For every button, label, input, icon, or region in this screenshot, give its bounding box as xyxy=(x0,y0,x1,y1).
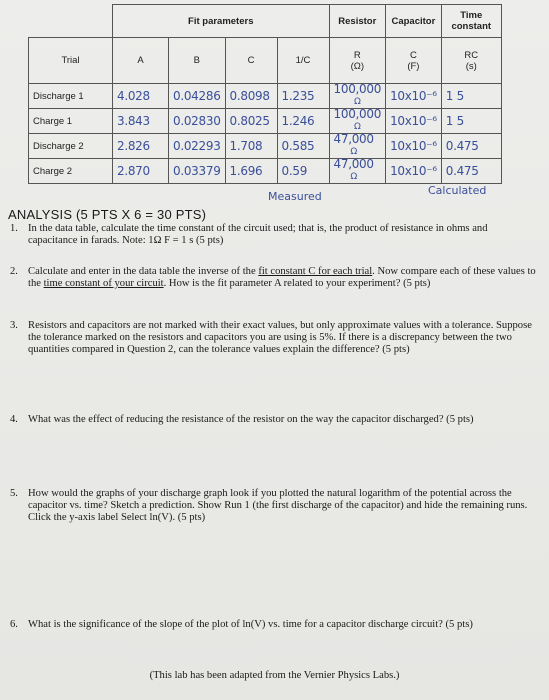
row-trial-label: Charge 2 xyxy=(29,159,113,184)
cell-c: 0.8025 xyxy=(225,109,277,134)
cell-c: 1.708 xyxy=(225,134,277,159)
col-rc xyxy=(441,38,501,84)
question-number: 3. xyxy=(10,320,18,331)
question-text: In the data table, calculate the time constant of the circuit used; that is, the product of resistance in ohms and capacitance in farads. Note: 1Ω F = 1 s (5 pts) xyxy=(28,223,488,246)
annotation-measured: Measured xyxy=(268,190,322,203)
question-4 xyxy=(10,414,539,426)
question-number: 2. xyxy=(10,266,18,277)
question-text: How would the graphs of your discharge graph look if you plotted the natural logarithm of the potential across the capacitor vs. time? Sketch a prediction. Show Run 1 (the first discharge of the capacitor) and hide the remaining runs. Click the y-axis label Select ln(V). (5 pts) xyxy=(28,488,528,523)
question-text-part: . How is the fit parameter A related to your experiment? (5 pts) xyxy=(163,278,431,289)
row-trial-label: Discharge 1 xyxy=(29,84,113,109)
table-corner xyxy=(29,5,113,38)
cell-c: 1.696 xyxy=(225,159,277,184)
header-time-constant-label: Time constant xyxy=(451,10,492,32)
header-fit-parameters: Fit parameters xyxy=(113,5,330,38)
question-1 xyxy=(10,223,539,247)
row-trial-label: Discharge 2 xyxy=(29,134,113,159)
cell-a: 2.826 xyxy=(113,134,169,159)
question-text-underlined: fit constant C for each trial xyxy=(258,266,373,277)
col-cap-symbol: C xyxy=(409,49,417,61)
col-cap-unit: (F) xyxy=(407,60,420,72)
table-row xyxy=(29,159,502,184)
cell-r xyxy=(329,159,386,184)
cell-r-value: 47,000 xyxy=(333,157,374,171)
cell-inverse-c: 1.246 xyxy=(277,109,329,134)
cell-a: 4.028 xyxy=(113,84,169,109)
question-text: What was the effect of reducing the resistance of the resistor on the way the capacitor discharged? (5 pts) xyxy=(28,414,474,425)
question-number: 1. xyxy=(10,223,18,234)
cell-rc: 1 5 xyxy=(441,84,501,109)
col-b: B xyxy=(169,38,226,84)
col-cap xyxy=(386,38,442,84)
cell-c: 0.8098 xyxy=(225,84,277,109)
cell-r xyxy=(329,84,386,109)
cell-cap: 10x10⁻⁶ xyxy=(386,159,442,184)
data-table xyxy=(28,4,502,184)
analysis-title: ANALYSIS (5 PTS X 6 = 30 PTS) xyxy=(8,207,207,222)
question-text: Resistors and capacitors are not marked with their exact values, but only approximate values with a tolerance. Suppose the tolerance marked on the resistors and capacitors you are using is 5%. If there is a discrepancy between the two quantities compared in Question 2, can the tolerance values explain the difference? (5 pts) xyxy=(28,320,532,355)
cell-r-value: 47,000 xyxy=(333,132,374,146)
question-number: 6. xyxy=(10,619,18,630)
header-capacitor: Capacitor xyxy=(386,5,442,38)
cell-r-unit: Ω xyxy=(350,172,357,182)
question-number: 4. xyxy=(10,414,18,425)
question-number: 5. xyxy=(10,488,18,499)
header-time-constant xyxy=(441,5,501,38)
col-c: C xyxy=(225,38,277,84)
cell-cap: 10x10⁻⁶ xyxy=(386,109,442,134)
col-trial: Trial xyxy=(29,38,113,84)
question-2 xyxy=(10,266,539,290)
cell-b: 0.02293 xyxy=(169,134,226,159)
cell-r-unit: Ω xyxy=(354,97,361,107)
cell-r xyxy=(329,134,386,159)
cell-inverse-c: 0.59 xyxy=(277,159,329,184)
cell-r-unit: Ω xyxy=(350,147,357,157)
question-6 xyxy=(10,619,539,631)
cell-rc: 1 5 xyxy=(441,109,501,134)
cell-rc: 0.475 xyxy=(441,159,501,184)
cell-inverse-c: 1.235 xyxy=(277,84,329,109)
col-r xyxy=(329,38,386,84)
annotation-calculated: Calculated xyxy=(428,184,487,197)
cell-inverse-c: 0.585 xyxy=(277,134,329,159)
cell-r-value: 100,000 xyxy=(333,82,382,96)
cell-b: 0.02830 xyxy=(169,109,226,134)
col-a: A xyxy=(113,38,169,84)
table-row xyxy=(29,134,502,159)
cell-b: 0.04286 xyxy=(169,84,226,109)
cell-r-value: 100,000 xyxy=(333,107,382,121)
col-inverse-c: 1/C xyxy=(277,38,329,84)
cell-cap: 10x10⁻⁶ xyxy=(386,84,442,109)
question-3 xyxy=(10,320,539,356)
cell-b: 0.03379 xyxy=(169,159,226,184)
table-row xyxy=(29,84,502,109)
question-text-part: . Now compare each of these values to the xyxy=(28,266,536,289)
question-text xyxy=(28,266,539,290)
question-5 xyxy=(10,488,539,524)
question-text: What is the significance of the slope of the plot of ln(V) vs. time for a capacitor discharge circuit? (5 pts) xyxy=(28,619,473,630)
cell-r xyxy=(329,109,386,134)
cell-r-unit: Ω xyxy=(354,122,361,132)
cell-a: 3.843 xyxy=(113,109,169,134)
question-text-underlined: time constant of your circuit xyxy=(43,278,164,289)
header-resistor: Resistor xyxy=(329,5,386,38)
cell-cap: 10x10⁻⁶ xyxy=(386,134,442,159)
row-trial-label: Charge 1 xyxy=(29,109,113,134)
col-r-unit: (Ω) xyxy=(350,60,365,72)
question-text-part: Calculate and enter in the data table the inverse of the xyxy=(28,266,259,277)
cell-a: 2.870 xyxy=(113,159,169,184)
col-rc-unit: (s) xyxy=(465,60,477,72)
cell-rc: 0.475 xyxy=(441,134,501,159)
col-r-symbol: R xyxy=(353,49,361,61)
table-row xyxy=(29,109,502,134)
footer-credit: (This lab has been adapted from the Vernier Physics Labs.) xyxy=(149,670,400,681)
col-rc-symbol: RC xyxy=(464,49,479,61)
